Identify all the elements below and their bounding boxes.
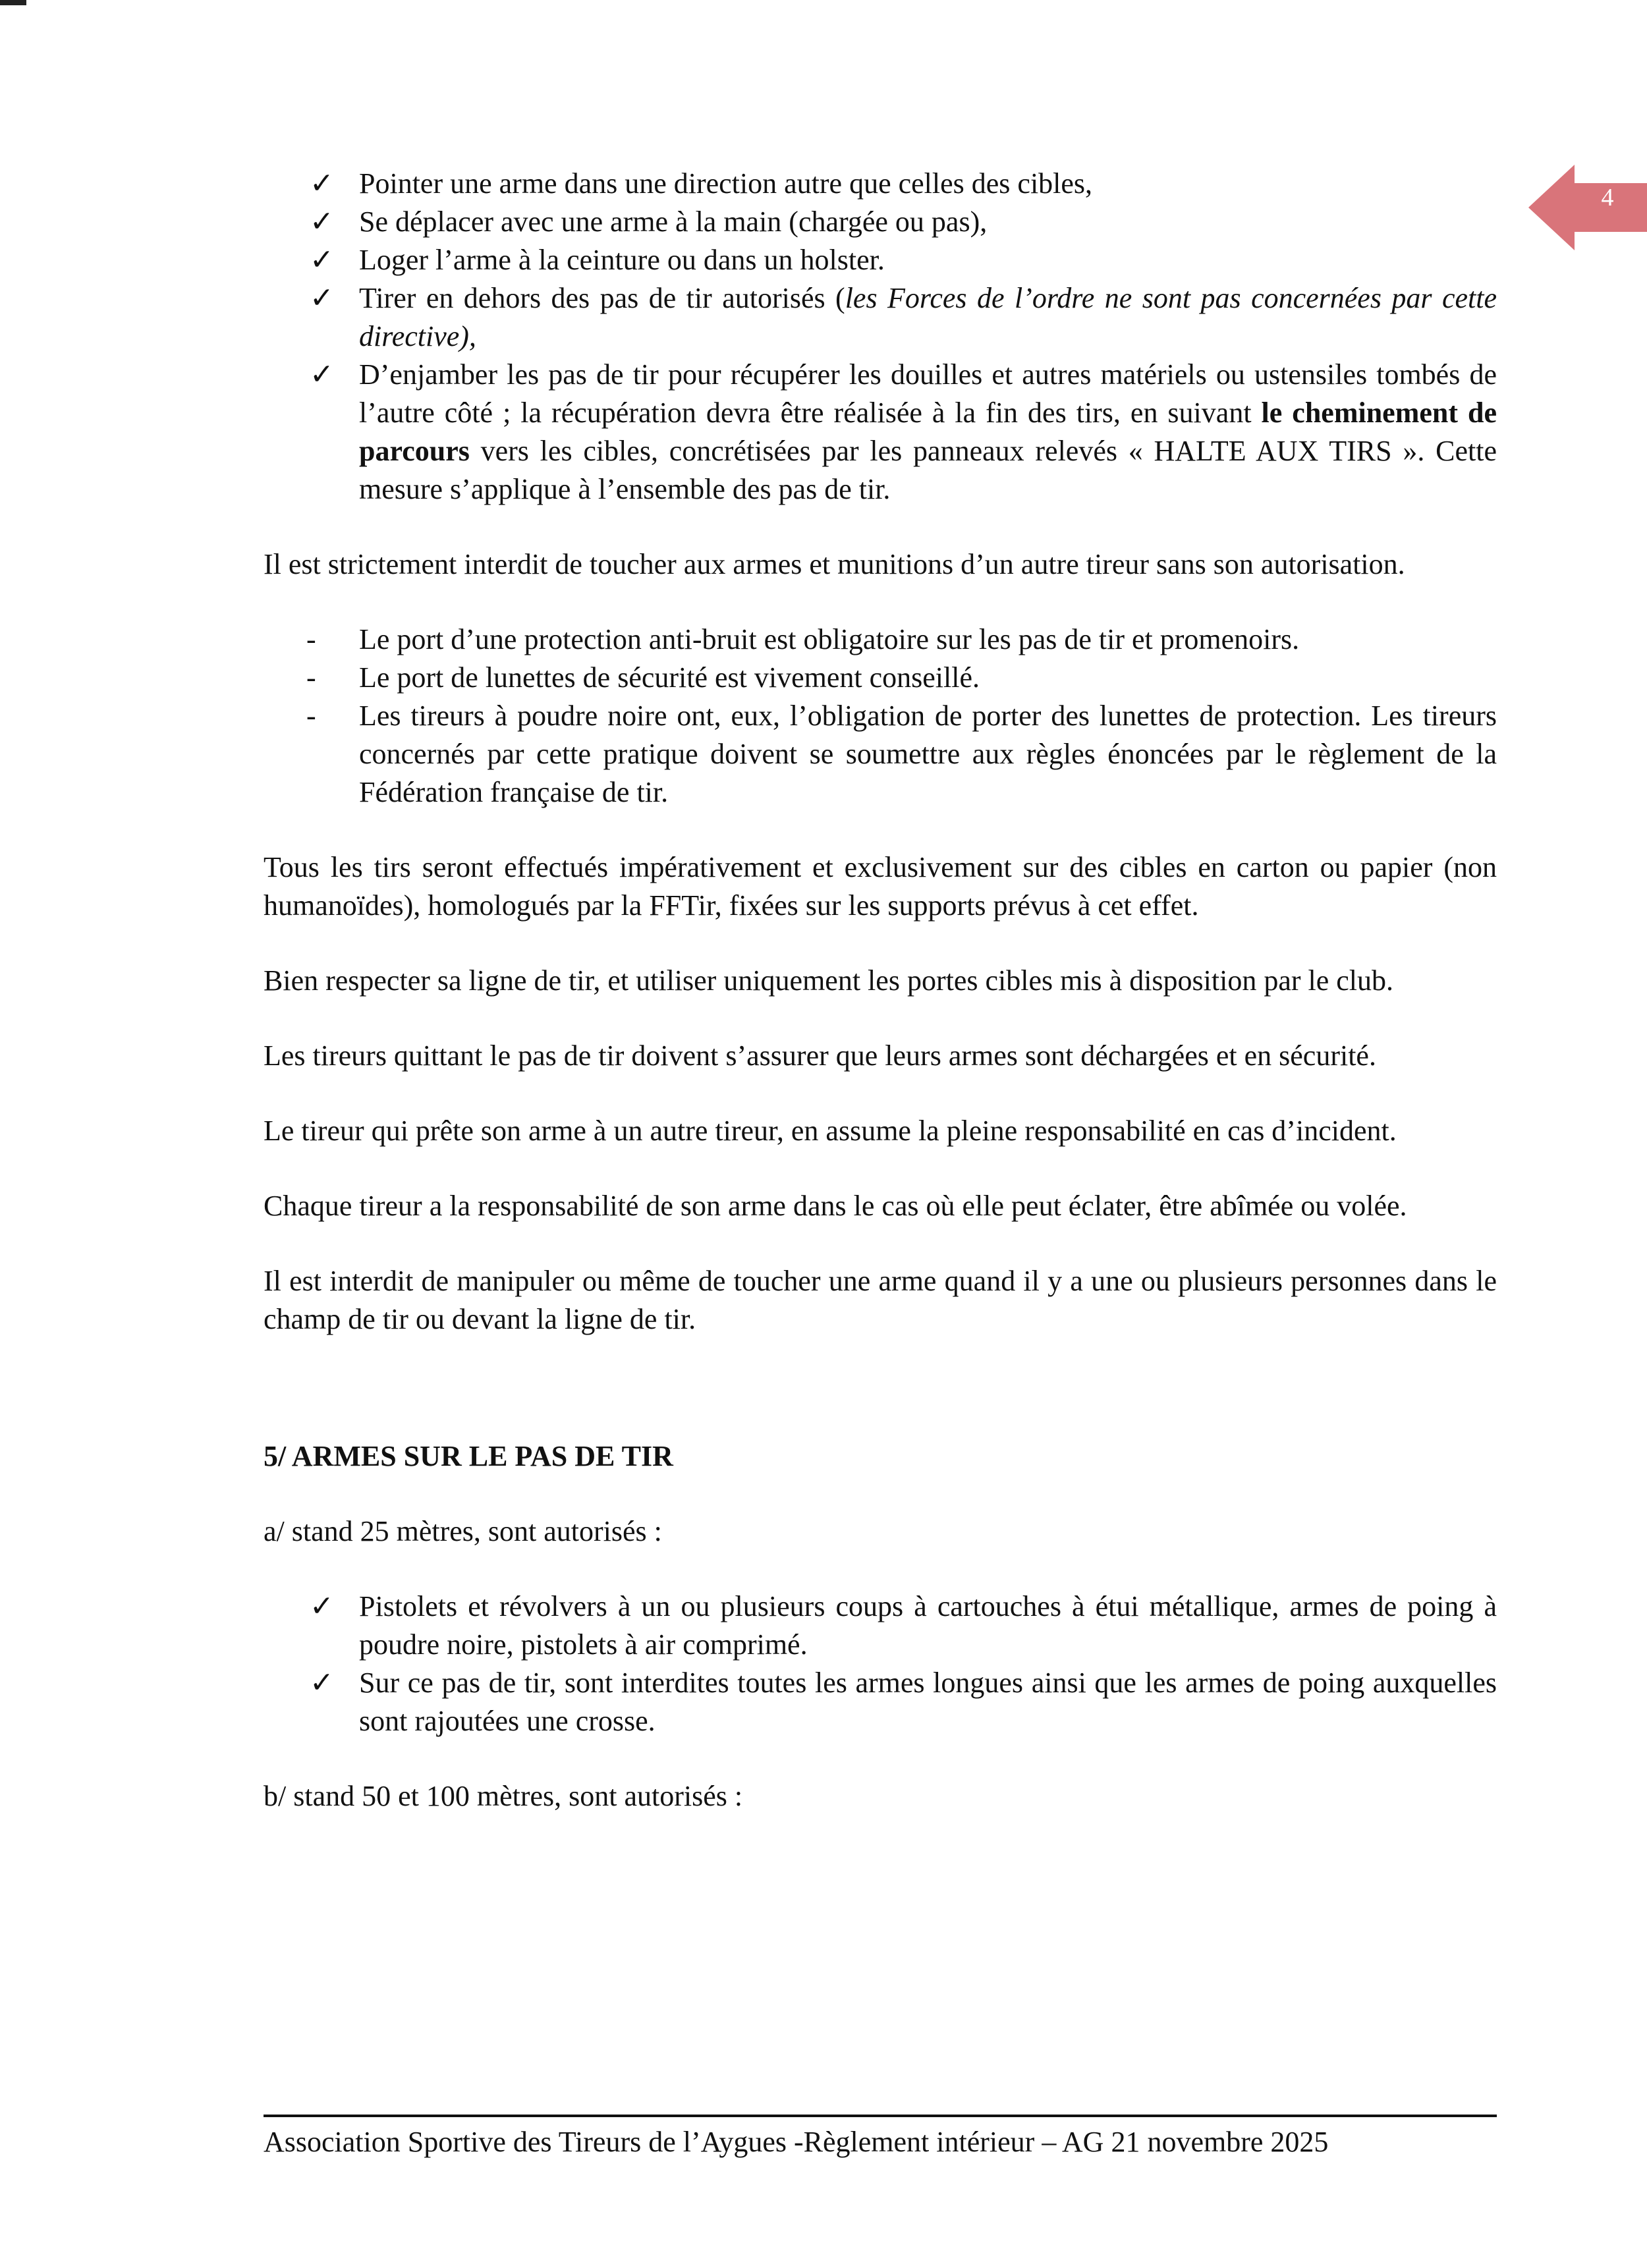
list-item-text: Pistolets et révolvers à un ou plusieurs coups à cartouches à étui métallique, armes de poing à poudre noire, pistolets à air comprimé. xyxy=(359,1590,1497,1661)
list-item xyxy=(264,621,1497,659)
list-item-text: Sur ce pas de tir, sont interdites toutes les armes longues ainsi que les armes de poing auxquelles sont rajoutées une crosse. xyxy=(359,1667,1497,1737)
stand-b-label: b/ stand 50 et 100 mètres, sont autorisés : xyxy=(264,1780,743,1812)
list-item xyxy=(264,1664,1497,1740)
dash-icon: - xyxy=(306,623,316,655)
check-icon: ✓ xyxy=(310,206,334,238)
paragraph-cibles: Tous les tirs seront effectués impérativement et exclusivement sur des cibles en carton ou papier (non humanoïdes), homologués par la FFTir, fixées sur les supports prévus à cet effet. xyxy=(264,851,1497,922)
list-item-text: Se déplacer avec une arme à la main (chargée ou pas), xyxy=(359,206,988,238)
paragraph-pret-arme: Le tireur qui prête son arme à un autre tireur, en assume la pleine responsabilité en cas d’incident. xyxy=(264,1115,1397,1147)
list-item xyxy=(264,203,1497,241)
page-footer xyxy=(264,2115,1497,2161)
footer-text: Association Sportive des Tireurs de l’Aygues -Règlement intérieur – AG 21 novembre 2025 xyxy=(264,2126,1329,2158)
list-item xyxy=(264,659,1497,697)
list-item-bold: le cheminement de parcours xyxy=(359,397,1497,467)
stand-a-list xyxy=(264,1588,1497,1740)
page-number-tab xyxy=(1528,165,1647,250)
list-item xyxy=(264,697,1497,812)
list-item-text: Le port d’une protection anti-bruit est obligatoire sur les pas de tir et promenoirs. xyxy=(359,623,1300,655)
list-item-text: Le port de lunettes de sécurité est vivement conseillé. xyxy=(359,661,980,694)
list-item-text: Pointer une arme dans une direction autre que celles des cibles, xyxy=(359,167,1093,200)
list-item xyxy=(264,279,1497,356)
check-icon: ✓ xyxy=(310,244,334,276)
list-item-text-after: vers les cibles, concrétisées par les panneaux relevés « HALTE AUX TIRS ». Cette mesure s’applique à l’ensemble des pas de tir. xyxy=(359,435,1497,505)
dash-icon: - xyxy=(306,700,316,732)
list-item xyxy=(264,1588,1497,1664)
list-item xyxy=(264,356,1497,509)
scan-corner-mark xyxy=(0,0,26,5)
check-icon: ✓ xyxy=(310,282,334,314)
check-icon: ✓ xyxy=(310,358,334,391)
check-icon: ✓ xyxy=(310,1590,334,1622)
section-heading: 5/ ARMES SUR LE PAS DE TIR xyxy=(264,1440,673,1472)
protection-list xyxy=(264,621,1497,812)
list-item-text: Tirer en dehors des pas de tir autorisés ( xyxy=(359,282,845,314)
page-number: 4 xyxy=(1601,184,1614,211)
prohibitions-list xyxy=(264,165,1497,509)
check-icon: ✓ xyxy=(310,167,334,200)
list-item-text: Les tireurs à poudre noire ont, eux, l’obligation de porter des lunettes de protection. Les tireurs concernés par cette pratique doivent se soumettre aux règles énoncées par le règlement de la Fédération française de tir. xyxy=(359,700,1497,808)
stand-a-label: a/ stand 25 mètres, sont autorisés : xyxy=(264,1515,662,1547)
paragraph-manipulation: Il est interdit de manipuler ou même de toucher une arme quand il y a une ou plusieurs personnes dans le champ de tir ou devant la ligne de tir. xyxy=(264,1265,1497,1335)
paragraph-responsabilite: Chaque tireur a la responsabilité de son arme dans le cas où elle peut éclater, être abîmée ou volée. xyxy=(264,1190,1407,1222)
paragraph-quitter-pas-de-tir: Les tireurs quittant le pas de tir doivent s’assurer que leurs armes sont déchargées et en sécurité. xyxy=(264,1039,1376,1072)
check-icon: ✓ xyxy=(310,1667,334,1699)
list-item xyxy=(264,165,1497,203)
main-content xyxy=(264,165,1497,1815)
dash-icon: - xyxy=(306,661,316,694)
paragraph-interdit: Il est strictement interdit de toucher aux armes et munitions d’un autre tireur sans son autorisation. xyxy=(264,548,1405,580)
list-item-text: D’enjamber les pas de tir pour récupérer les douilles et autres matériels ou ustensiles tombés de l’autre côté ; la récupération devra être réalisée à la fin des tirs, en suivant xyxy=(359,358,1497,429)
list-item xyxy=(264,241,1497,279)
list-item-italic: les Forces de l’ordre ne sont pas concernées par cette directive), xyxy=(359,282,1497,352)
paragraph-ligne-de-tir: Bien respecter sa ligne de tir, et utiliser uniquement les portes cibles mis à disposition par le club. xyxy=(264,964,1394,997)
list-item-text: Loger l’arme à la ceinture ou dans un holster. xyxy=(359,244,885,276)
